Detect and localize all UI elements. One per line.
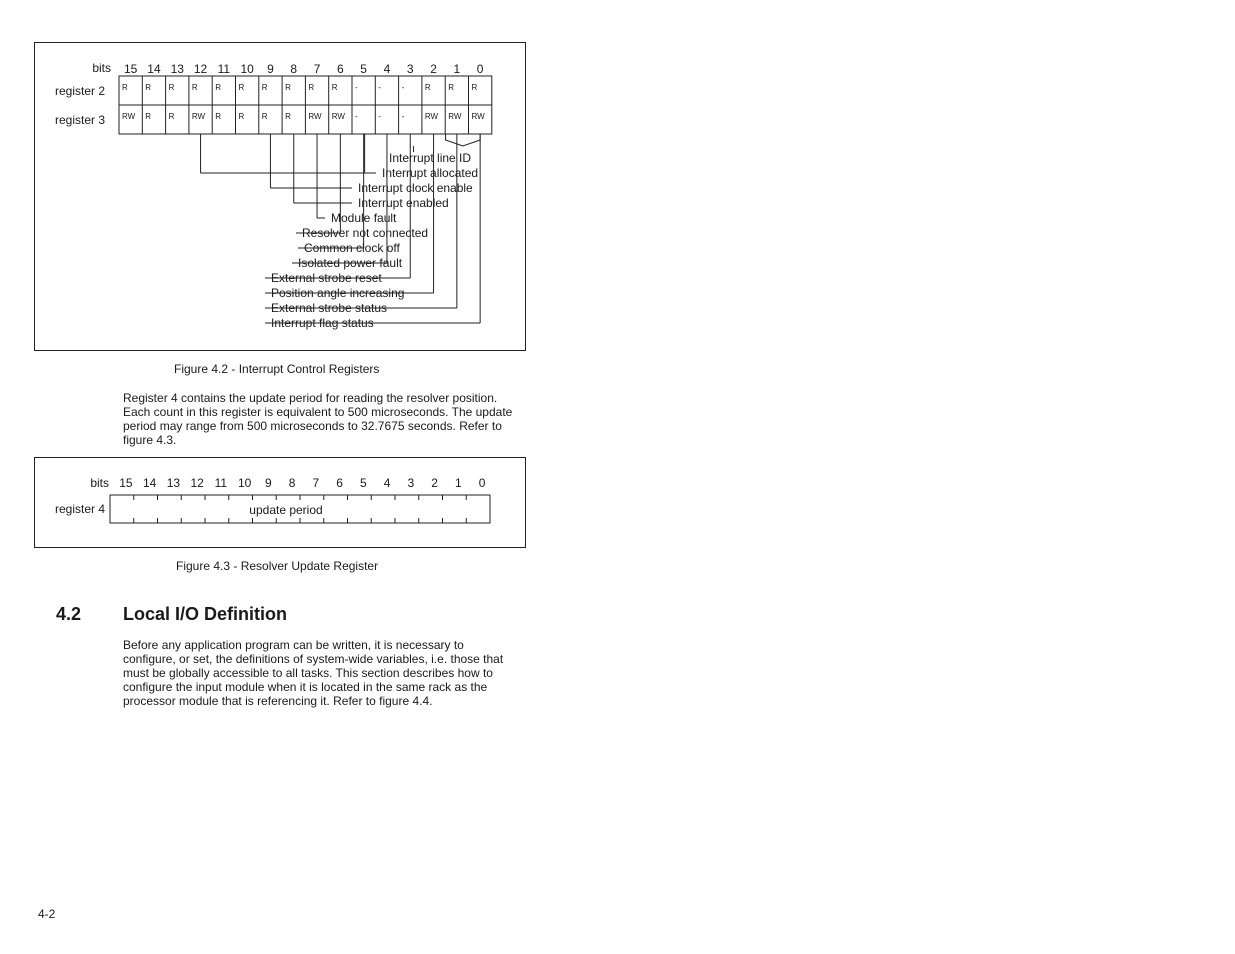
bit-number-15: 15 — [119, 476, 133, 490]
register-cell: RW — [471, 112, 485, 121]
bit-number-6: 6 — [337, 62, 344, 76]
bit-number-11: 11 — [217, 62, 231, 76]
register-cell: RW — [191, 112, 206, 121]
bit-number-7: 7 — [312, 476, 320, 490]
register-cell: R — [424, 83, 431, 92]
register-cell: - — [401, 83, 405, 92]
bit-number-9: 9 — [265, 476, 272, 490]
callout-label: Resolver not connected — [302, 226, 429, 240]
register-cell: R — [448, 83, 454, 92]
callout-label: Isolated power fault — [298, 256, 403, 270]
callout-label: Interrupt allocated — [382, 166, 479, 180]
bit-number-0: 0 — [476, 62, 484, 76]
interrupt-control-registers-diagram — [35, 43, 525, 350]
register-cell: RW — [122, 112, 136, 121]
register-cell: - — [401, 112, 405, 121]
register-cell: RW — [424, 112, 439, 121]
bit-number-10: 10 — [237, 476, 252, 490]
bit-number-10: 10 — [240, 62, 254, 76]
bit-number-2: 2 — [431, 476, 438, 490]
bits-label: bits — [90, 476, 109, 490]
bit-number-1: 1 — [455, 476, 462, 490]
callout-label: Common clock off — [304, 241, 400, 255]
register-cell: R — [285, 83, 291, 92]
resolver-update-register-diagram — [35, 458, 525, 547]
register-cell: R — [308, 83, 315, 92]
bit-number-12: 12 — [190, 476, 204, 490]
resolver-update-register-figure — [34, 457, 526, 548]
bit-number-15: 15 — [123, 62, 138, 76]
bit-number-3: 3 — [407, 476, 415, 490]
callout-label: Interrupt flag status — [271, 316, 374, 330]
bit-number-5: 5 — [360, 476, 367, 490]
callout-label: Position angle increasing — [271, 286, 405, 300]
bit-number-12: 12 — [193, 62, 208, 76]
register-4-description: Register 4 contains the update period for reading the resolver position. Each count in this register is equivalent to 500 microseconds. The update period may range from 500 microseconds to 32.7675 seconds. Refer to figure 4.3. — [123, 391, 513, 447]
bit-number-7: 7 — [313, 62, 321, 76]
bit-number-13: 13 — [166, 476, 181, 490]
register-cell: RW — [308, 112, 322, 121]
register-cell: R — [285, 112, 291, 121]
section-number: 4.2 — [56, 604, 82, 624]
register-cell: R — [215, 83, 221, 92]
bit-number-2: 2 — [430, 62, 437, 76]
register-cell: R — [471, 83, 478, 92]
register-cell: RW — [448, 112, 462, 121]
bit-number-3: 3 — [406, 62, 414, 76]
bit-number-0: 0 — [478, 476, 486, 490]
register-cell: - — [378, 83, 381, 92]
callout-label: External strobe status — [271, 301, 388, 315]
register-cell: - — [378, 112, 381, 121]
bit-number-11: 11 — [214, 476, 228, 490]
section-title: Local I/O Definition — [123, 604, 288, 624]
bit-number-4: 4 — [383, 62, 391, 76]
bit-number-13: 13 — [170, 62, 184, 76]
register-cell: R — [168, 112, 175, 121]
update-period-field: update period — [249, 503, 323, 517]
section-body: Before any application program can be written, it is necessary to configure, or set, the definitions of system-wide variables, i.e. those that must be globally accessible to all tasks. This section describes how to configure the input module when it is located in the same rack as the processor module that is referencing it. Refer to figure 4.4. — [123, 638, 504, 708]
register-row-label: register 3 — [55, 113, 106, 127]
register-cell: R — [238, 112, 245, 121]
bits-2-0-bracket — [446, 134, 481, 146]
bit-number-9: 9 — [267, 62, 274, 76]
register-cell: R — [331, 83, 338, 92]
bit-number-14: 14 — [142, 476, 157, 490]
bits-label: bits — [92, 61, 111, 75]
register-cell: R — [145, 112, 152, 121]
register-cell: R — [261, 83, 268, 92]
page-number: 4-2 — [38, 907, 56, 921]
figure-4-3-caption: Figure 4.3 - Resolver Update Register — [176, 559, 379, 573]
bit-number-8: 8 — [288, 476, 296, 490]
callout-label: Interrupt line ID — [389, 151, 472, 165]
bit-number-8: 8 — [290, 62, 298, 76]
bit-number-1: 1 — [453, 62, 461, 76]
register-cell: R — [191, 83, 198, 92]
bit-number-5: 5 — [360, 62, 367, 76]
register-cell: RW — [331, 112, 345, 121]
callout-label: External strobe reset — [271, 271, 382, 285]
figure-4-2-caption: Figure 4.2 - Interrupt Control Registers — [174, 362, 380, 376]
bit-number-6: 6 — [336, 476, 343, 490]
bit-number-14: 14 — [147, 62, 161, 76]
register-cell: - — [355, 112, 358, 121]
bit-number-4: 4 — [383, 476, 391, 490]
register-row-label: register 4 — [55, 502, 106, 516]
callout-label: Interrupt enabled — [358, 196, 449, 210]
register-cell: R — [145, 83, 152, 92]
register-row-label: register 2 — [55, 84, 106, 98]
register-cell: R — [215, 112, 221, 121]
register-cell: - — [355, 83, 358, 92]
register-cell: R — [122, 83, 128, 92]
interrupt-control-registers-figure — [34, 42, 526, 351]
callout-label: Interrupt clock enable — [358, 181, 473, 195]
register-cell: R — [168, 83, 175, 92]
register-cell: R — [261, 112, 268, 121]
callout-label: Module fault — [331, 211, 397, 225]
register-cell: R — [238, 83, 245, 92]
